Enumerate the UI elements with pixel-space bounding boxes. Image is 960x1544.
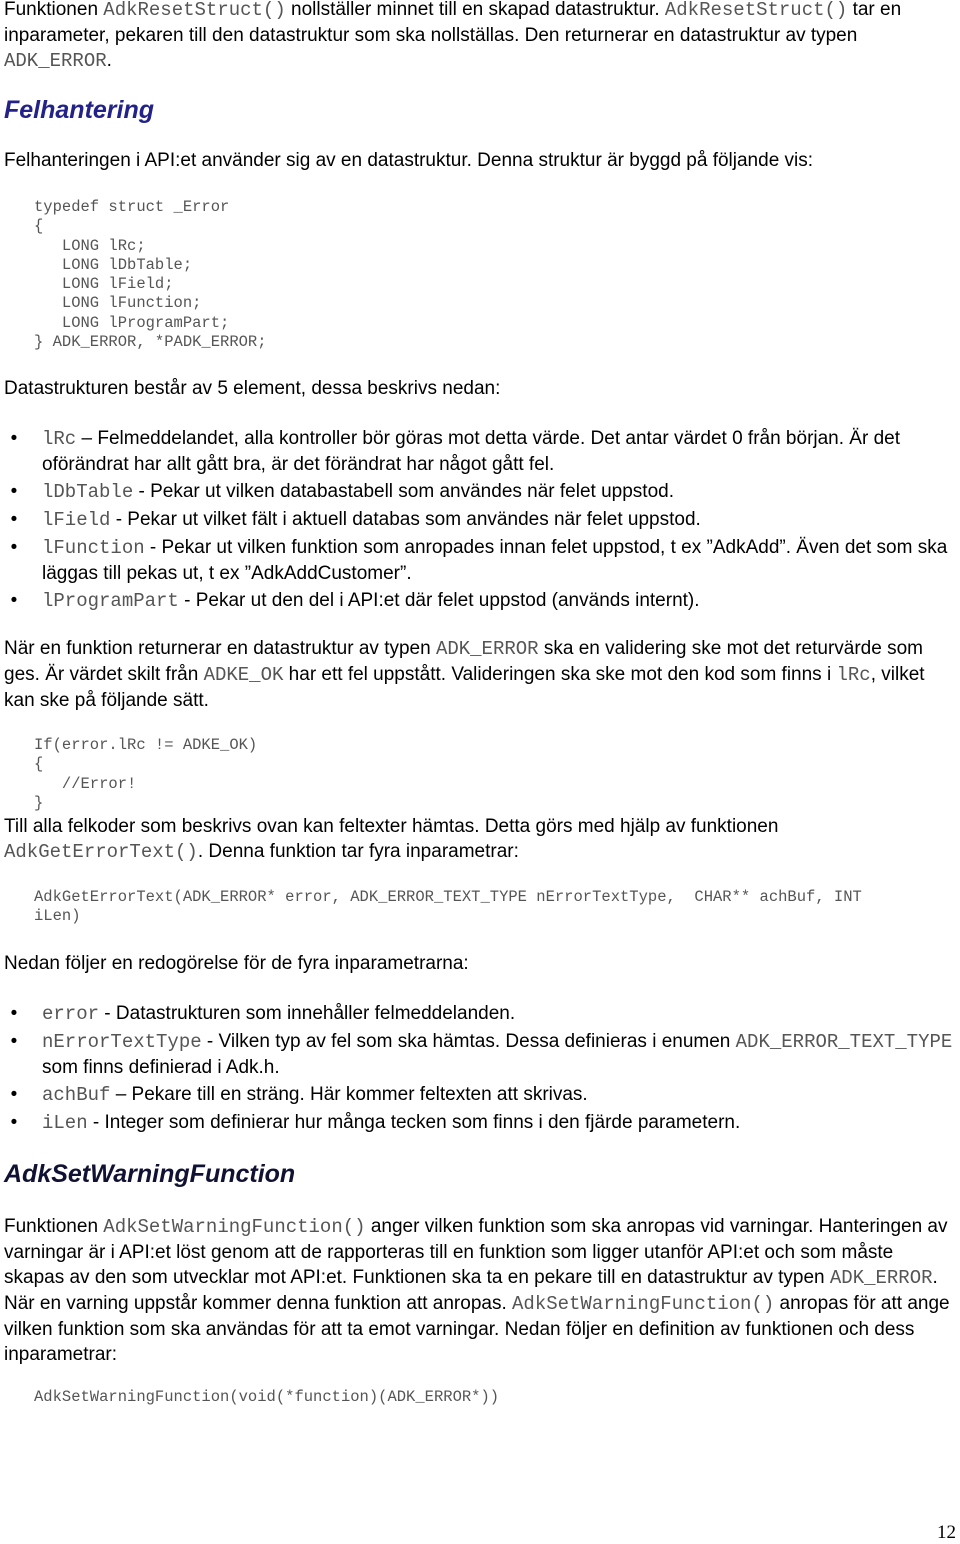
- text: – Felmeddelandet, alla kontroller bör göras mot detta värde. Det antar värdet 0 från början. Är det oförändrat har allt gått bra, är det förändrat har något gått fel.: [42, 428, 901, 475]
- bullet-icon: •: [10, 1112, 18, 1133]
- list-item: [4, 1001, 954, 1027]
- code-line: If(error.lRc != ADKE_OK): [34, 736, 258, 754]
- text: Funktionen: [4, 0, 104, 20]
- validation-paragraph: [4, 636, 954, 713]
- setwarning-code-line: AdkSetWarningFunction(void(*function)(ADK_ERROR*)): [34, 1388, 500, 1406]
- page-number: 12: [937, 1522, 956, 1543]
- bullet-icon: •: [10, 428, 18, 449]
- inline-code: lRc: [42, 428, 77, 450]
- text: - Datastrukturen som innehåller felmeddelanden.: [99, 1003, 516, 1024]
- bullet-icon: •: [10, 1084, 18, 1105]
- inline-code: lField: [42, 509, 111, 531]
- text: Till alla felkoder som beskrivs ovan kan feltexter hämtas. Detta görs med hjälp av funktionen: [4, 816, 779, 837]
- text: , vilket kan ske på följande sätt.: [4, 664, 925, 711]
- text: anger vilken funktion som ska anropas vid varningar. Hanteringen av varningar är i API:et löst genom att de rapporteras till en funktion som ligger utanför API:et och som måste skapas av den som utvecklar mot API:et. Funktionen ska ta en pekare till en datastruktur av typen: [4, 1216, 948, 1288]
- params-intro: Nedan följer en redogörelse för de fyra inparametrarna:: [4, 953, 469, 974]
- inline-code: AdkResetStruct(): [103, 0, 286, 21]
- validation-code-block: [4, 736, 257, 813]
- bullet-icon: •: [10, 509, 18, 530]
- list-item: [4, 588, 954, 614]
- inline-code: AdkSetWarningFunction(): [512, 1293, 775, 1315]
- inline-code: AdkResetStruct(): [664, 0, 848, 21]
- felhantering-paragraph: Felhanteringen i API:et använder sig av en datastruktur. Denna struktur är byggd på följande vis:: [4, 150, 814, 171]
- text: - Pekar ut den del i API:et där felet uppstod (används internt).: [178, 590, 700, 611]
- text: - Vilken typ av fel som ska hämtas. Dessa definieras i enumen: [201, 1031, 736, 1052]
- inline-code: ADK_ERROR_TEXT_TYPE: [735, 1031, 953, 1053]
- inline-code: AdkSetWarningFunction(): [103, 1216, 366, 1238]
- struct-code-block: [4, 198, 267, 352]
- elements-intro: Datastrukturen består av 5 element, dessa beskrivs nedan:: [4, 378, 501, 399]
- code-line: LONG lFunction;: [34, 294, 202, 313]
- inline-code: ADK_ERROR: [435, 638, 539, 660]
- text: - Pekar ut vilken funktion som anropades innan felet uppstod, t ex ”AdkAdd”. Även det som ska läggas till pekas ut, t ex ”AdkAddCustomer”.: [42, 537, 948, 584]
- code-line: {: [34, 217, 44, 236]
- inline-code: lFunction: [42, 537, 145, 559]
- intro-paragraph: [4, 0, 954, 74]
- list-item: [4, 535, 954, 586]
- bullet-icon: •: [10, 590, 18, 611]
- text: anropas för att ange vilken funktion som ska användas för att ta emot varningar. Nedan följer en definition av funktionen och dess inparametrar:: [4, 1293, 950, 1365]
- code-line: LONG lProgramPart;: [34, 313, 230, 332]
- bullet-icon: •: [10, 481, 18, 502]
- list-item: [4, 1029, 954, 1080]
- heading-adksetwarningfunction: AdkSetWarningFunction: [4, 1160, 296, 1188]
- params-list: [4, 1001, 954, 1136]
- text: tar en inparameter, pekaren till den datastruktur som ska nollställas. Den returnerar en datastruktur av typen: [4, 0, 902, 46]
- code-line: AdkGetErrorText(ADK_ERROR* error, ADK_ERROR_TEXT_TYPE nErrorTextType, CHAR** achBuf, INT: [34, 888, 862, 906]
- inline-code: ADK_ERROR: [829, 1267, 933, 1289]
- inline-code: lProgramPart: [42, 590, 179, 612]
- code-line: typedef struct _Error: [34, 198, 230, 216]
- getErrorText-code-block: [4, 888, 862, 927]
- text: - Pekar ut vilken databastabell som användes när felet uppstod.: [133, 481, 674, 502]
- text: - Pekar ut vilket fält i aktuell databas som användes när felet uppstod.: [110, 509, 701, 530]
- text: har ett fel uppstått. Valideringen ska ske mot den kod som finns i: [283, 664, 837, 685]
- inline-code: iLen: [42, 1112, 88, 1134]
- elements-list: [4, 426, 954, 614]
- code-line: LONG lField;: [34, 275, 174, 294]
- inline-code: AdkGetErrorText(): [4, 841, 198, 863]
- code-line: {: [34, 755, 44, 774]
- text: - Integer som definierar hur många tecken som finns i den fjärde parametern.: [87, 1112, 741, 1133]
- heading-felhantering: Felhantering: [4, 96, 155, 124]
- text: Funktionen: [4, 1216, 104, 1237]
- list-item: [4, 426, 954, 477]
- bullet-icon: •: [10, 1031, 18, 1052]
- code-line: LONG lDbTable;: [34, 255, 193, 274]
- list-item: [4, 507, 954, 533]
- text: . När en varning uppstår kommer denna funktion att anropas.: [4, 1267, 938, 1314]
- list-item: [4, 479, 954, 505]
- code-line: //Error!: [34, 774, 137, 793]
- inline-code: nErrorTextType: [42, 1031, 202, 1053]
- warning-paragraph: [4, 1214, 954, 1367]
- list-item: [4, 1082, 954, 1108]
- text: .: [106, 50, 112, 71]
- code-line: }: [34, 793, 44, 812]
- inline-code: ADK_ERROR: [4, 50, 107, 72]
- text: – Pekare till en sträng. Här kommer feltexten att skrivas.: [110, 1084, 588, 1105]
- inline-code: ADKE_OK: [203, 664, 284, 686]
- code-line: } ADK_ERROR, *PADK_ERROR;: [34, 333, 267, 352]
- text: ska en validering ske mot det returvärde som ges. Är värdet skilt från: [4, 638, 923, 685]
- inline-code: lDbTable: [42, 481, 134, 503]
- code-line: LONG lRc;: [34, 236, 146, 255]
- text: . Denna funktion tar fyra inparametrar:: [197, 841, 519, 862]
- inline-code: achBuf: [42, 1084, 111, 1106]
- error-text-paragraph: [4, 814, 954, 865]
- text: som finns definierad i Adk.h.: [42, 1057, 280, 1078]
- inline-code: error: [42, 1003, 100, 1025]
- list-item: [4, 1110, 954, 1136]
- code-line: iLen): [34, 907, 81, 926]
- text: nollställer minnet till en skapad datastruktur.: [285, 0, 665, 20]
- text: När en funktion returnerar en datastruktur av typen: [4, 638, 436, 659]
- inline-code: lRc: [836, 664, 871, 686]
- bullet-icon: •: [10, 1003, 18, 1024]
- bullet-icon: •: [10, 537, 18, 558]
